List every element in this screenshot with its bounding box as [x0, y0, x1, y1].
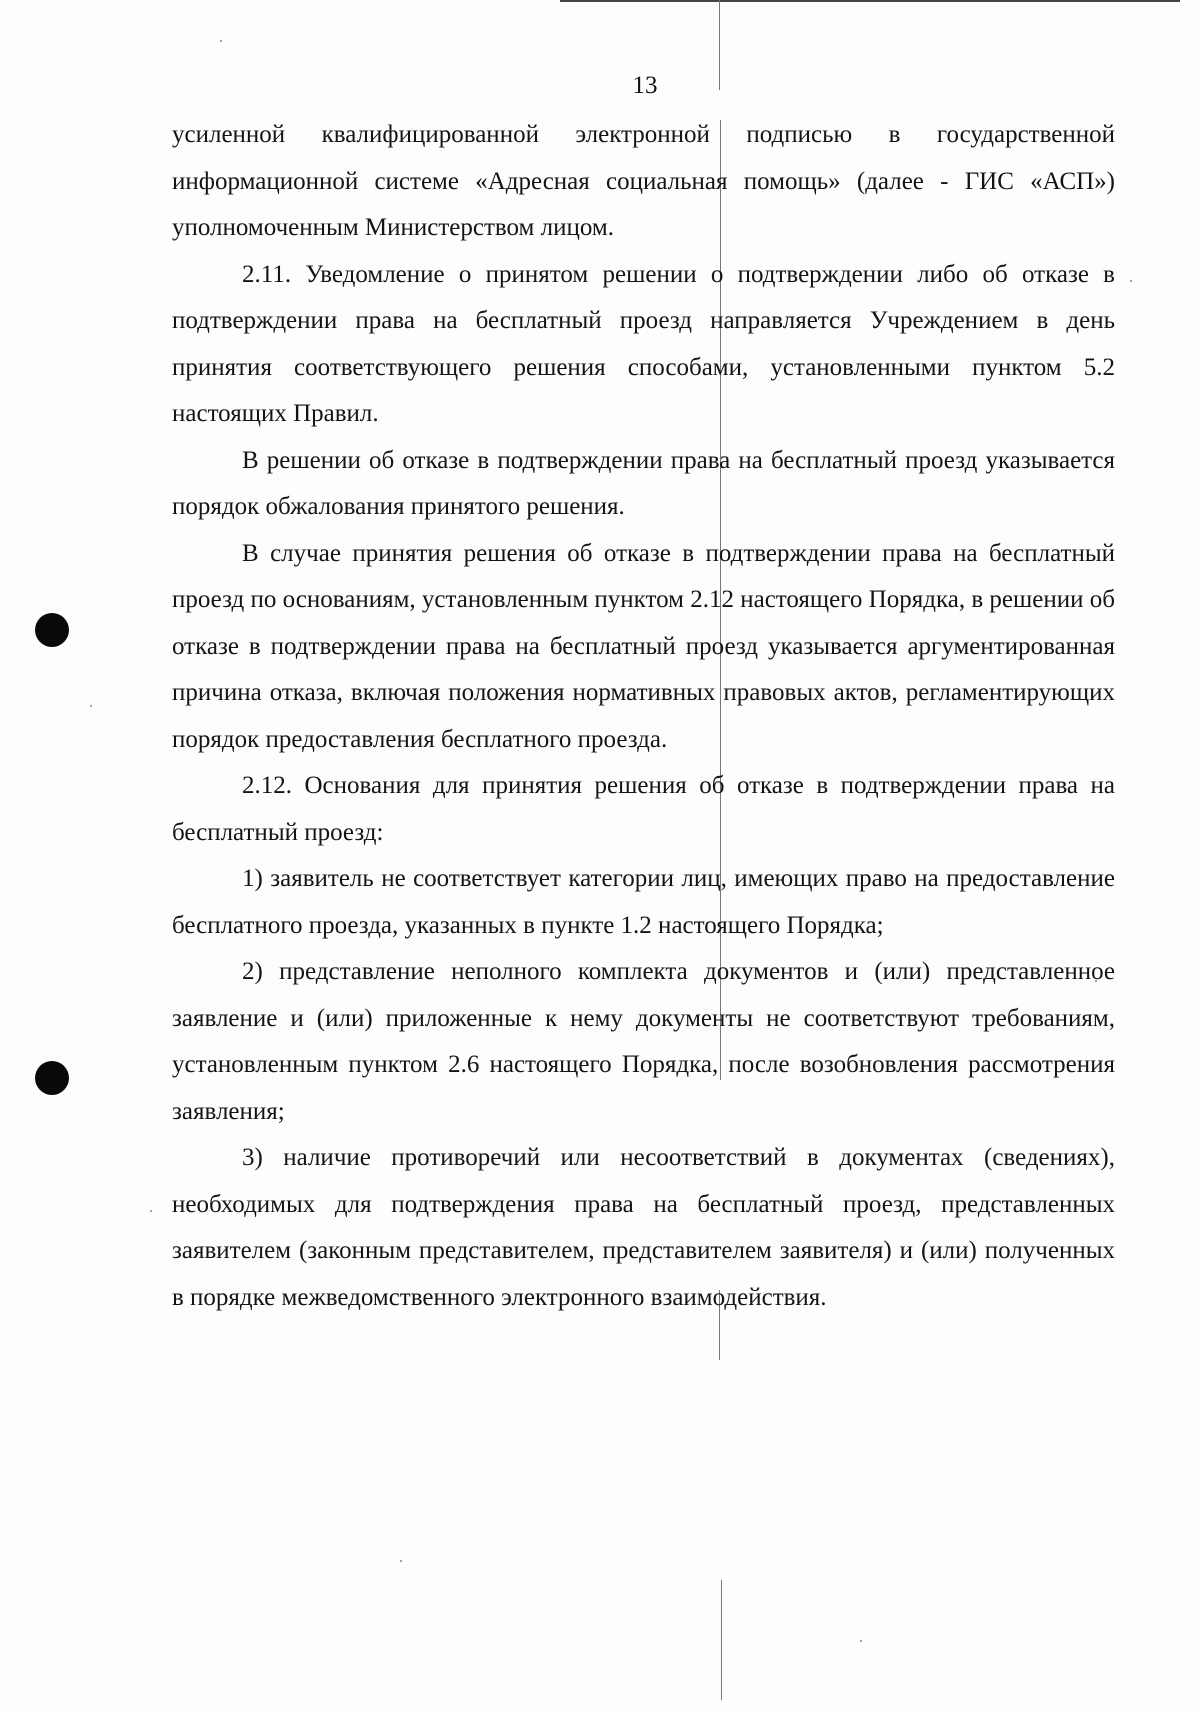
scan-top-edge	[560, 0, 1180, 2]
list-item: 2) представление неполного комплекта документов и (или) представленное заявление и (или) приложенные к нему документы не соответствуют требованиям, установленным пунктом 2.6 настоящего Порядка, после возобновления рассмотрения заявления;	[172, 958, 1115, 1125]
paragraph: В решении об отказе в подтверждении права на бесплатный проезд указывается порядок обжалования принятого решения.	[172, 446, 1115, 520]
paragraph: 2.11. Уведомление о принятом решении о подтверждении либо об отказе в подтверждении права на бесплатный проезд направляется Учреждением в день принятия соответствующего решения способами, установленными пунктом 5.2 настоящих Правил.	[172, 260, 1115, 427]
scan-speck	[220, 40, 222, 42]
scan-artifact-line	[721, 1580, 722, 1700]
list-item: 1) заявитель не соответствует категории лиц, имеющих право на предоставление бесплатного проезда, указанных в пункте 1.2 настоящего Порядка;	[172, 865, 1115, 939]
paragraph: В случае принятия решения об отказе в подтверждении права на бесплатный проезд по основаниям, установленным пунктом 2.12 настоящего Порядка, в решении об отказе в подтверждении права на бесплатный проезд указывается аргументированная причина отказа, включая положения нормативных правовых актов, регламентирующих порядок предоставления бесплатного проезда.	[172, 539, 1115, 753]
hole-punch-bottom	[35, 1061, 69, 1095]
scan-speck	[150, 1210, 152, 1212]
body-text	[172, 112, 1115, 1321]
list-item: 3) наличие противоречий или несоответствий в документах (сведениях), необходимых для подтверждения права на бесплатный проезд, представленных заявителем (законным представителем, представителем заявителя) и (или) полученных в порядке межведомственного электронного взаимодействия.	[172, 1144, 1115, 1311]
scan-speck	[860, 1640, 862, 1642]
paragraph: 2.12. Основания для принятия решения об отказе в подтверждении права на бесплатный проезд:	[172, 772, 1115, 846]
page-number: 13	[632, 72, 658, 99]
scan-speck	[400, 1560, 402, 1562]
paragraph: усиленной квалифицированной электронной подписью в государственной информационной системе «Адресная социальная помощь» (далее - ГИС «АСП») уполномоченным Министерством лицом.	[172, 121, 1115, 241]
scan-speck	[1130, 280, 1132, 282]
hole-punch-top	[35, 613, 69, 647]
scan-speck	[90, 705, 92, 707]
